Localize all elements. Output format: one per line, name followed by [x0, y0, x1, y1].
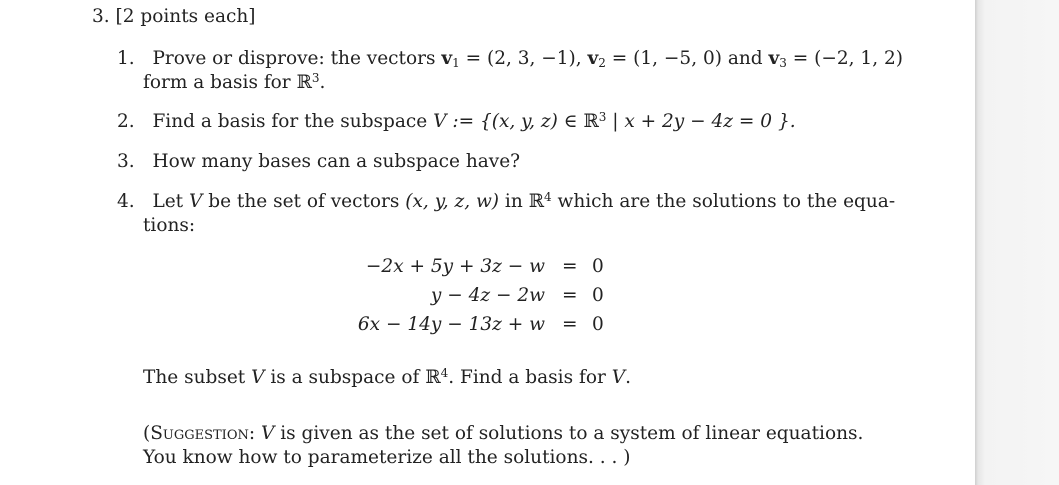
reals-power: 3: [598, 110, 607, 124]
equation-1-rhs: 0: [592, 256, 604, 277]
suggestion-colon: :: [248, 423, 256, 444]
set-condition: | x + 2y − 4z = 0 }.: [606, 111, 796, 132]
vector-v3-symbol: v: [768, 48, 780, 69]
item-4-number: 4.: [117, 191, 135, 212]
equation-1-relation: =: [562, 256, 578, 277]
reals-power: 3: [311, 71, 320, 85]
set-V-symbol: V: [251, 367, 265, 388]
vector-v1-symbol: v: [441, 48, 453, 69]
item-3-number: 3.: [117, 151, 135, 172]
subset-text-b: is a subspace of: [264, 367, 426, 388]
item-2-number: 2.: [117, 111, 135, 132]
equation-1-lhs: −2x + 5y + 3z − w: [365, 256, 545, 277]
item-1-period: .: [319, 72, 326, 93]
suggestion-text: is given as the set of solutions to a system of linear equations.: [274, 423, 864, 444]
item-1-number: 1.: [117, 48, 135, 69]
vector-v3-value: = (−2, 1, 2): [786, 48, 903, 69]
subset-text-a: The subset: [143, 367, 252, 388]
suggestion-label: Suggestion: [150, 423, 249, 444]
item-3-text: How many bases can a subspace have?: [152, 151, 521, 172]
suggestion-open-paren: (: [143, 423, 151, 444]
reals-power: 4: [440, 366, 449, 380]
equation-3-lhs: 6x − 14y − 13z + w: [357, 314, 545, 335]
suggestion-line-1: [143, 423, 863, 445]
suggestion-line-2: [143, 447, 630, 469]
equation-2-relation: =: [562, 285, 578, 306]
item-1-text: Prove or disprove: the vectors: [152, 48, 442, 69]
item-4-line-2: [143, 215, 195, 237]
vector-v1-value: = (2, 3, −1),: [459, 48, 588, 69]
set-V-symbol: V: [611, 367, 626, 388]
problem-header-text: 3. [2 points each]: [92, 6, 256, 27]
item-4-text-b: be the set of vectors: [202, 191, 406, 212]
vector-v3-subscript: 3: [779, 56, 787, 70]
vector-v2-symbol: v: [587, 48, 599, 69]
vector-v2-value: = (1, −5, 0) and: [605, 48, 769, 69]
equation-2-lhs: y − 4z − 2w: [430, 285, 545, 306]
equation-3-relation: =: [562, 314, 578, 335]
reals-symbol: ℝ: [528, 191, 544, 212]
set-V-symbol: V: [260, 423, 275, 444]
problem-header: [92, 6, 256, 28]
equation-2-rhs: 0: [592, 285, 604, 306]
set-definition: := {(x, y, z) ∈: [446, 111, 584, 132]
item-4-text: Let: [152, 191, 189, 212]
item-4-line-1: [117, 191, 895, 213]
reals-symbol: ℝ: [425, 367, 441, 388]
item-3: [117, 151, 520, 173]
item-1-text-cont: form a basis for: [143, 72, 297, 93]
subset-text-c: . Find a basis for: [448, 367, 612, 388]
reals-symbol: ℝ: [583, 111, 599, 132]
item-1-line-2: [143, 72, 325, 94]
reals-symbol: ℝ: [296, 72, 312, 93]
vector-v1-subscript: 1: [452, 56, 460, 70]
viewer-gutter: [975, 0, 1059, 485]
set-V-symbol: V: [189, 191, 203, 212]
item-1-line-1: [117, 48, 903, 70]
subset-statement: [143, 367, 631, 389]
vector-tuple: (x, y, z, w): [405, 191, 500, 212]
subspace-V-symbol: V: [433, 111, 447, 132]
item-2-text: Find a basis for the subspace: [152, 111, 434, 132]
item-4-text-d: which are the solutions to the equa-: [551, 191, 896, 212]
item-4-text-cont: tions:: [143, 215, 196, 236]
reals-power: 4: [543, 190, 552, 204]
equation-3-rhs: 0: [592, 314, 604, 335]
subset-text-d: .: [625, 367, 631, 388]
vector-v2-subscript: 2: [598, 56, 606, 70]
item-2: [117, 111, 796, 133]
suggestion-text-cont: You know how to parameterize all the solutions. . . ): [143, 447, 631, 468]
item-4-text-c: in: [499, 191, 529, 212]
